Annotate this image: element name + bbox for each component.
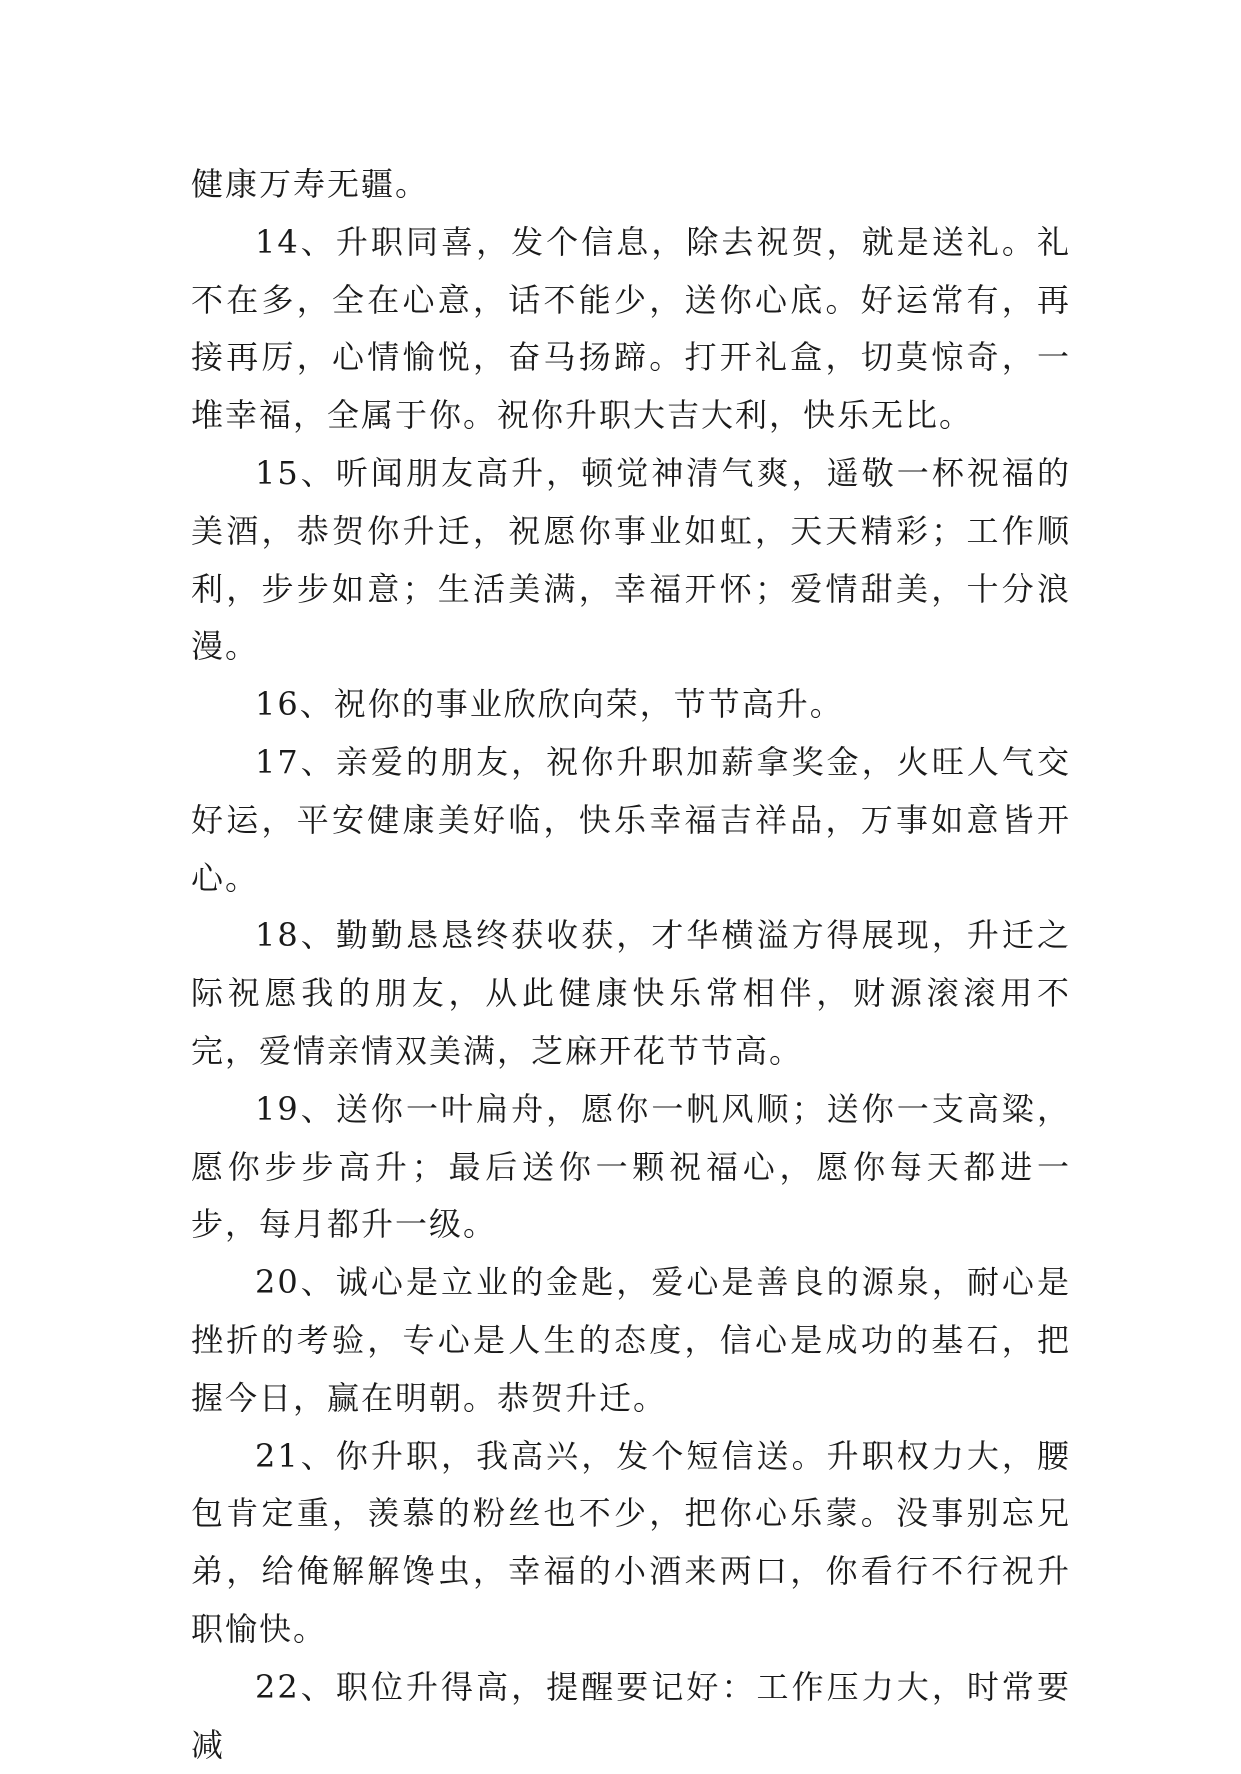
paragraph-17: 17、亲爱的朋友，祝你升职加薪拿奖金，火旺人气交好运，平安健康美好临，快乐幸福吉祥品，万事如意皆开心。: [191, 742, 1071, 897]
paragraph-21: 21、你升职，我高兴，发个短信送。升职权力大，腰包肯定重，羡慕的粉丝也不少，把你心乐蒙。没事别忘兄弟，给俺解解馋虫，幸福的小酒来两口，你看行不行祝升职愉快。: [191, 1436, 1071, 1648]
paragraph-15: 15、听闻朋友高升，顿觉神清气爽，遥敬一杯祝福的美酒，恭贺你升迁，祝愿你事业如虹，天天精彩；工作顺利，步步如意；生活美满，幸福开怀；爱情甜美，十分浪漫。: [191, 453, 1071, 666]
paragraph-20: 20、诚心是立业的金匙，爱心是善良的源泉，耐心是挫折的考验，专心是人生的态度，信心是成功的基石，把握今日，赢在明朝。恭贺升迁。: [191, 1263, 1071, 1417]
paragraph-14: 14、升职同喜，发个信息，除去祝贺，就是送礼。礼不在多，全在心意，话不能少，送你心底。好运常有，再接再厉，心情愉悦，奋马扬蹄。打开礼盒，切莫惊奇，一堆幸福，全属于你。祝你升职大吉大利，快乐无比。: [191, 222, 1071, 435]
paragraph-19: 19、送你一叶扁舟，愿你一帆风顺；送你一支高粱，愿你步步高升；最后送你一颗祝福心，愿你每天都进一步，每月都升一级。: [191, 1089, 1071, 1244]
paragraph-continuation: 健康万寿无疆。: [191, 165, 430, 203]
document-body: [191, 156, 1071, 1774]
paragraph-22: 22、职位升得高，提醒要记好：工作压力大，时常要减: [191, 1667, 1071, 1764]
paragraph-18: 18、勤勤恳恳终获收获，才华横溢方得展现，升迁之际祝愿我的朋友，从此健康快乐常相伴，财源滚滚用不完，爱情亲情双美满，芝麻开花节节高。: [191, 916, 1071, 1070]
paragraph-16: 16、祝你的事业欣欣向荣，节节高升。: [255, 685, 844, 724]
